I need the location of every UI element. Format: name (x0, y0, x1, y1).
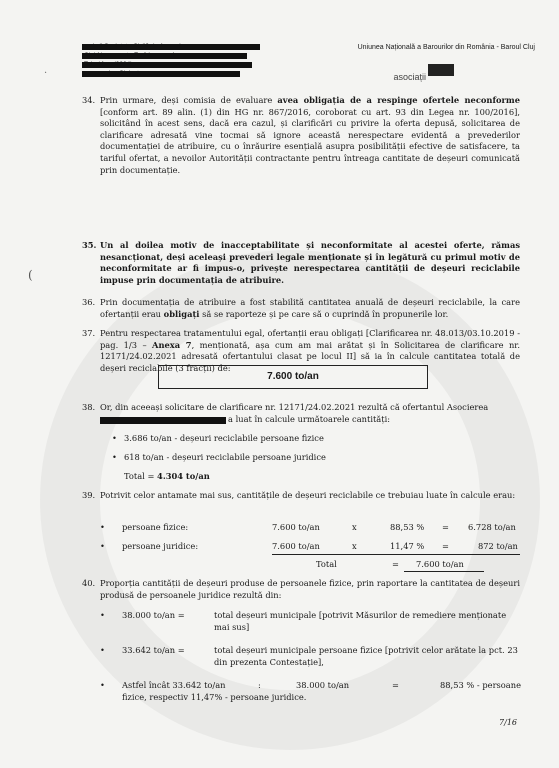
list-item-text: 3.686 to/an - deșeuri reciclabile persoane fizice (124, 433, 324, 443)
list-item (112, 452, 326, 464)
list-value: 33.642 to/an = (122, 645, 185, 655)
paragraph-text: Potrivit celor antamate mai sus, cantitățile de deșeuri reciclabile ce trebuiau luate în calcule erau: (100, 490, 516, 500)
ratio-divisor: 38.000 to/an (296, 680, 350, 690)
calc-label: persoane juridice: (122, 541, 199, 551)
calc-base: 7.600 to/an (272, 541, 320, 551)
total-underline (404, 571, 484, 572)
calc-label: persoane fizice: (122, 522, 189, 532)
firm-logo (332, 60, 454, 82)
paragraph-text: Proporția cantității de deșeuri produse de persoanele fizice, prin raportare la cantitatea de deșeuri produsă de persoanele juridice rezultă din: (100, 578, 520, 600)
paragraph-35 (82, 240, 520, 286)
calc-total-value: 7.600 to/an (416, 559, 464, 569)
paragraph-number: 37. (82, 328, 96, 338)
bullet-icon: • (100, 680, 105, 690)
paragraph-emphasis: obligați (163, 308, 200, 319)
calc-percentage: 88,53 % (390, 522, 425, 532)
subtotal-label: Total = (124, 471, 158, 481)
bullet-icon: • (100, 541, 105, 551)
paragraph-36 (82, 297, 520, 320)
paragraph-text: Pentru respectarea tratamentului egal, ofertanții erau obligați [Clarificarea nr. 48.013/03.10.2019 - pag. 1/3 – (100, 328, 520, 350)
paragraph-39 (82, 490, 520, 502)
logo-mark (428, 64, 454, 76)
redaction-bar (82, 62, 252, 68)
bullet-icon: • (100, 522, 105, 532)
total-quantity-box: 7.600 to/an (158, 365, 428, 389)
ratio-conclusion: fizice, respectiv 11,47% - persoane juridice. (122, 692, 307, 702)
paragraph-number: 35. (82, 240, 97, 250)
paragraph-text: [conform art. 89 alin. (1) din HG nr. 867/2016, coroborat cu art. 93 din Legea nr. 100/2016], solicitând în acest sens, dacă era cazul, și clarificări cu privire la oferta depusă, solicitarea de clarificare adresată vine tocmai să ignore această nerespectare evidentă a prevederilor documentației de atribuire, cu o înrăurire esențială asupra posibilității efective de satisfacere, ta tariful ofertat, a nevoilor Autorității contractante pentru întreaga cantitate de deșeuri comunicată prin documentație. (100, 106, 520, 175)
list-item-text: 618 to/an - deșeuri reciclabile persoane juridice (124, 452, 326, 462)
paragraph-number: 34. (82, 95, 96, 105)
paragraph-number: 40. (82, 578, 96, 588)
redaction-bar (82, 44, 260, 50)
calc-result: 6.728 to/an (468, 522, 516, 532)
paragraph-38 (82, 402, 520, 414)
redaction-bar (82, 71, 240, 77)
paragraph-text: Prin urmare, deși comisia de evaluare (100, 95, 278, 105)
paragraph-number: 38. (82, 402, 96, 412)
calc-base: 7.600 to/an (272, 522, 320, 532)
calc-result: 872 to/an (478, 541, 518, 551)
paragraph-text: , menționată, așa cum am mai arătat și în Solicitarea de clarificare nr. 12171/24.02.2021 adresată ofertantului clasat pe locul II] să ia în calcule cantitatea totală de deșeri reciclabile (3 fracții) de: (100, 339, 520, 373)
paragraph-34 (82, 95, 520, 176)
bullet-icon: • (112, 452, 117, 462)
ratio-text: Astfel încât 33.642 to/an (122, 680, 226, 690)
logo-text: asociații (393, 72, 426, 82)
list-value: 38.000 to/an = (122, 610, 185, 620)
calc-equals: = (442, 541, 449, 551)
paragraph-emphasis: avea obligația de a respinge ofertele neconforme (277, 95, 520, 105)
calc-equals: = (392, 559, 399, 569)
list-description: total deșeuri municipale [potrivit Măsurilor de remediere menționate mai sus] (214, 610, 507, 632)
ratio-result: 88,53 % - persoane (440, 680, 521, 690)
paragraph-emphasis: Anexa 7 (152, 339, 192, 350)
list-item (112, 433, 324, 445)
subtotal-line (124, 471, 210, 483)
paragraph-40 (82, 578, 520, 601)
paragraph-text: Prin documentația de atribuire a fost stabilită cantitatea anuală de deșeuri reciclabile, la care ofertanții erau (100, 297, 520, 319)
redaction-bar (82, 53, 247, 59)
calc-percentage: 11,47 % (390, 541, 425, 551)
bullet-icon: • (100, 645, 105, 655)
subtotal-value: 4.304 to/an (157, 471, 210, 481)
paragraph-number: 36. (82, 297, 96, 307)
bullet-icon: • (100, 610, 105, 620)
calc-operator: x (352, 522, 357, 532)
redaction-bar (100, 417, 226, 424)
calc-total-label: Total (316, 559, 337, 569)
ratio-equals: = (392, 680, 399, 690)
paragraph-text: Un al doilea motiv de inacceptabilitate și neconformitate al acestei oferte, rămas nesancționat, deși aceleași prevederi legale menționate și în legătură cu primul motiv de neconformitate ar fi impus-o, privește nerespectarea cantității de deșeuri reciclabile impuse prin documentația de atribuire. (100, 240, 520, 285)
paragraph-number: 39. (82, 490, 96, 500)
margin-parenthesis: ( (28, 268, 33, 282)
sum-divider (272, 554, 520, 555)
page-number: 7/16 (499, 718, 517, 727)
paragraph-text: Or, din aceeași solicitare de clarificare nr. 12171/24.02.2021 rezultă că ofertantul Asocierea (100, 402, 489, 412)
list-description: total deșeuri municipale persoane fizice [potrivit celor arătate la pct. 23 din prezenta Contestație], (214, 645, 518, 667)
calc-operator: x (352, 541, 357, 551)
margin-mark: · (44, 68, 48, 79)
calc-equals: = (442, 522, 449, 532)
ratio-operator: : (258, 680, 261, 690)
paragraph-text: să se raporteze și pe care să o cuprindă în propunerile lor. (199, 308, 449, 319)
bullet-icon: • (112, 433, 117, 443)
paragraph-text: a luat în calcule următoarele cantități: (228, 414, 391, 424)
bar-association-title: Uniunea Națională a Barourilor din România - Baroul Cluj (357, 44, 535, 51)
